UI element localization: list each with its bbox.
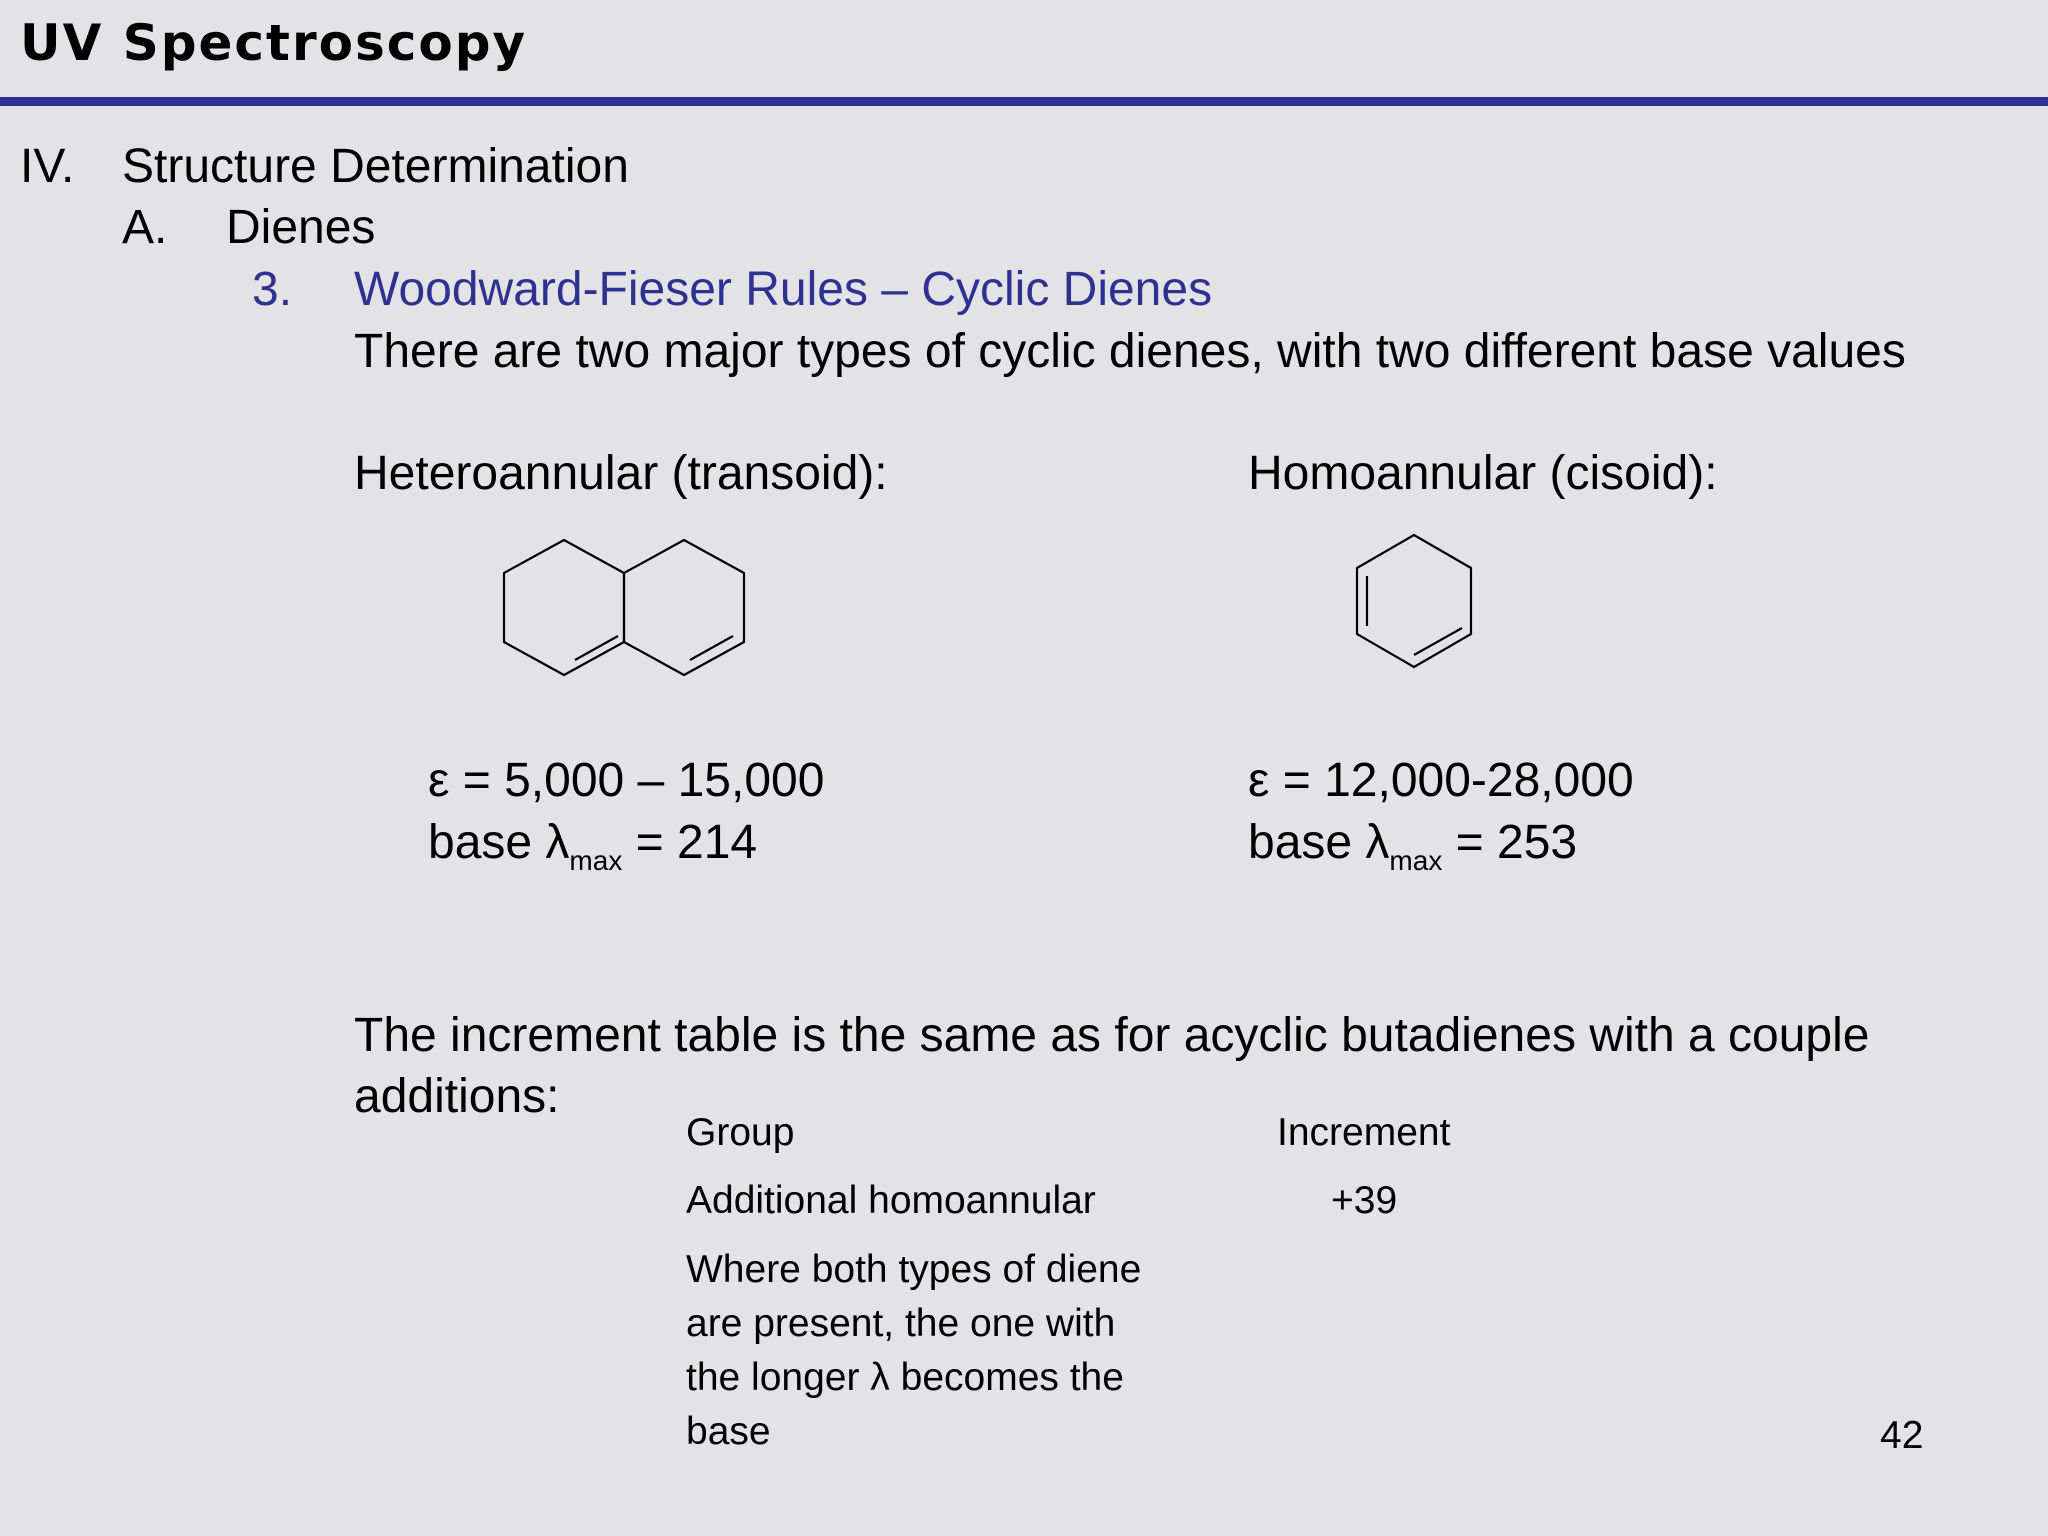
outline-l3-number: 3. — [252, 263, 293, 316]
table-header-group: Group — [686, 1111, 795, 1154]
outline-l2-number: A. — [122, 201, 168, 254]
homoannular-epsilon: ε = 12,000-28,000 — [1248, 754, 1634, 807]
outline-l2-text: Dienes — [226, 201, 376, 254]
homoannular-base-lambda: base $\lambda_{max} = 253$ — [1248, 816, 1578, 876]
table-cell-group-line: are present, the one with — [686, 1302, 1116, 1345]
slide-title: UV Spectroscopy — [20, 14, 528, 72]
table-header-increment: Increment — [1277, 1111, 1451, 1154]
increment-intro-line2: additions: — [354, 1070, 560, 1123]
outline-l1-number: IV. — [20, 140, 75, 193]
heteroannular-heading: Heteroannular (transoid): — [354, 447, 888, 500]
heteroannular-diene-structure — [490, 530, 750, 680]
homoannular-diene-structure — [1350, 532, 1480, 672]
homoannular-heading: Homoannular (cisoid): — [1248, 447, 1718, 500]
table-cell-increment: +39 — [1331, 1179, 1398, 1222]
heteroannular-base-lambda: base $\lambda_{max} = 214$ — [428, 816, 758, 876]
heteroannular-epsilon: ε = 5,000 – 15,000 — [428, 754, 825, 807]
page-number: 42 — [1880, 1414, 1924, 1457]
table-cell-group-line: Where both types of diene — [686, 1248, 1142, 1291]
table-cell-group-line: base — [686, 1410, 771, 1453]
slide-header — [0, 0, 2048, 100]
title-divider — [0, 97, 2048, 106]
intro-text: There are two major types of cyclic dienes, with two different base values — [354, 325, 1906, 378]
table-cell-group-line: the longer λ becomes the — [686, 1356, 1124, 1399]
table-cell-group: Additional homoannular — [686, 1179, 1096, 1222]
outline-l1-text: Structure Determination — [122, 140, 629, 193]
outline-l3-text: Woodward-Fieser Rules – Cyclic Dienes — [354, 263, 1213, 316]
increment-intro-line1: The increment table is the same as for acyclic butadienes with a couple — [354, 1009, 1870, 1062]
